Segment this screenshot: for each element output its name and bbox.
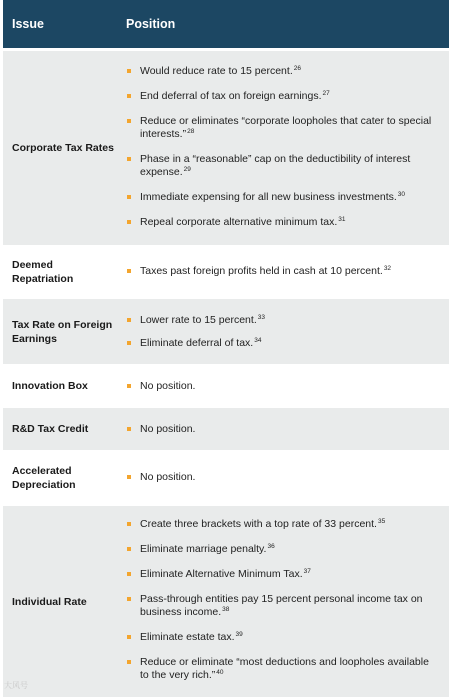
bullet-icon xyxy=(127,572,131,576)
bullet-icon xyxy=(127,475,131,479)
table-header xyxy=(3,0,449,48)
bullet-icon xyxy=(127,547,131,551)
bullet-icon xyxy=(127,69,131,73)
position-item xyxy=(126,216,436,229)
table-row-individual-rate xyxy=(3,506,449,697)
bullet-icon xyxy=(127,341,131,345)
position-list xyxy=(126,423,436,436)
position-item xyxy=(126,90,436,103)
position-text: Lower rate to 15 percent. xyxy=(140,314,257,326)
footnote-ref: 39 xyxy=(235,630,243,638)
position-item xyxy=(126,337,436,350)
position-text: Eliminate Alternative Minimum Tax. xyxy=(140,568,303,580)
footnote-ref: 32 xyxy=(383,264,392,272)
position-item xyxy=(126,65,436,78)
position-item xyxy=(126,471,436,484)
position-column-header: Position xyxy=(126,17,176,31)
position-item xyxy=(126,568,436,581)
issue-label: Accelerated Depreciation xyxy=(12,465,76,491)
position-text: Immediate expensing for all new business investments. xyxy=(140,191,397,203)
position-text: Taxes past foreign profits held in cash at 10 percent. xyxy=(140,265,383,277)
position-list xyxy=(126,380,436,393)
position-text: Eliminate marriage penalty. xyxy=(140,543,267,555)
position-list xyxy=(126,518,436,682)
position-text: No position. xyxy=(140,380,196,392)
bullet-icon xyxy=(127,427,131,431)
issue-label: Deemed Repatriation xyxy=(12,259,74,285)
footnote-ref: 37 xyxy=(303,567,311,575)
bullet-icon xyxy=(127,318,131,322)
table-row-rd-tax-credit xyxy=(3,408,449,450)
footnote-ref: 31 xyxy=(338,215,346,223)
bullet-icon xyxy=(127,195,131,199)
position-item xyxy=(126,543,436,556)
bullet-icon xyxy=(127,94,131,98)
position-list xyxy=(126,65,436,229)
bullet-icon xyxy=(127,119,131,123)
footnote-ref: 30 xyxy=(397,190,406,198)
position-text: Would reduce rate to 15 percent. xyxy=(140,65,293,77)
footnote-ref: 35 xyxy=(377,517,386,525)
position-item xyxy=(126,380,436,393)
position-list xyxy=(126,265,436,278)
issue-label: Innovation Box xyxy=(12,380,88,392)
position-text: Reduce or eliminate “most deductions and loopholes available to the very rich.” xyxy=(140,656,429,681)
table-row-tax-rate-foreign-earnings xyxy=(3,299,449,364)
bullet-icon xyxy=(127,220,131,224)
position-item xyxy=(126,518,436,531)
position-item xyxy=(126,656,436,682)
bullet-icon xyxy=(127,635,131,639)
issue-label: R&D Tax Credit xyxy=(12,423,89,435)
position-item xyxy=(126,593,436,619)
watermark: 大风号 xyxy=(4,681,28,690)
position-list xyxy=(126,314,436,350)
position-item xyxy=(126,265,436,278)
bullet-icon xyxy=(127,660,131,664)
footnote-ref: 40 xyxy=(216,668,224,676)
footnote-ref: 34 xyxy=(254,336,262,344)
issue-column-header: Issue xyxy=(12,17,44,31)
bullet-icon xyxy=(127,157,131,161)
position-text: No position. xyxy=(140,471,196,483)
bullet-icon xyxy=(127,597,131,601)
position-text: Eliminate deferral of tax. xyxy=(140,337,254,349)
footnote-ref: 28 xyxy=(187,127,195,135)
footnote-ref: 27 xyxy=(322,89,330,97)
footnote-ref: 38 xyxy=(222,605,230,613)
position-text: Pass-through entities pay 15 percent personal income tax on business income. xyxy=(140,593,423,618)
table-row-innovation-box xyxy=(3,366,449,406)
position-item xyxy=(126,115,436,141)
position-item xyxy=(126,153,436,179)
issue-label: Corporate Tax Rates xyxy=(12,142,114,154)
position-item xyxy=(126,631,436,644)
position-item xyxy=(126,314,436,327)
position-item xyxy=(126,191,436,204)
bullet-icon xyxy=(127,269,131,273)
position-text: End deferral of tax on foreign earnings. xyxy=(140,90,322,102)
footnote-ref: 36 xyxy=(267,542,275,550)
position-text: Create three brackets with a top rate of 33 percent. xyxy=(140,518,377,530)
bullet-icon xyxy=(127,522,131,526)
position-text: No position. xyxy=(140,423,196,435)
table-row-deemed-repatriation xyxy=(3,247,449,297)
position-list xyxy=(126,471,436,484)
bullet-icon xyxy=(127,384,131,388)
position-text: Reduce or eliminates “corporate loopholes that cater to special interests.” xyxy=(140,115,432,140)
issue-label: Individual Rate xyxy=(12,595,87,608)
footnote-ref: 26 xyxy=(293,64,301,72)
table-row-corporate-tax-rates xyxy=(3,51,449,245)
position-text: Eliminate estate tax. xyxy=(140,631,235,643)
position-text: Repeal corporate alternative minimum tax. xyxy=(140,216,338,228)
position-text: Phase in a “reasonable” cap on the deductibility of interest expense. xyxy=(140,153,411,178)
table-row-accelerated-depreciation xyxy=(3,452,449,504)
footnote-ref: 29 xyxy=(183,165,191,173)
footnote-ref: 33 xyxy=(257,313,265,321)
issue-label: Tax Rate on Foreign Earnings xyxy=(12,318,113,345)
position-item xyxy=(126,423,436,436)
